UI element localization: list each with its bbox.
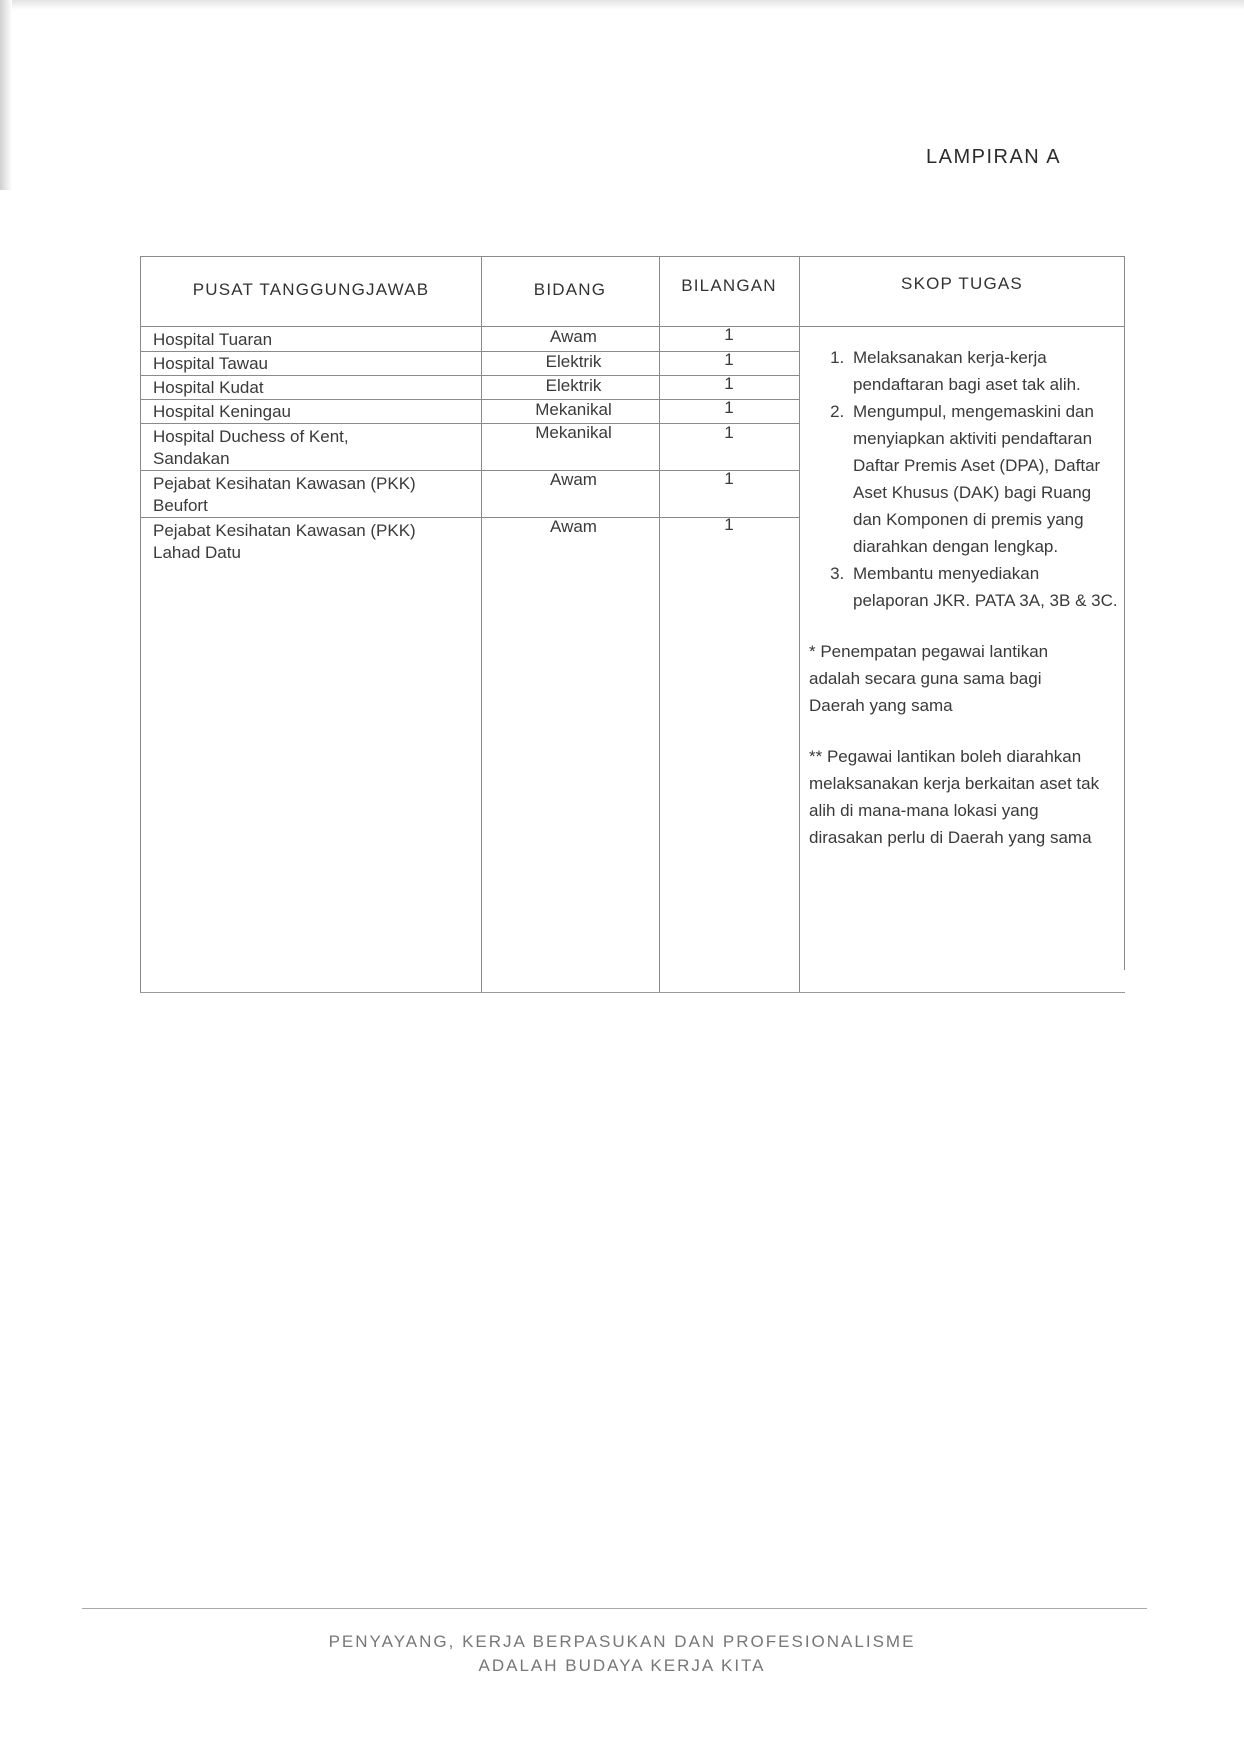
row-count: 1: [724, 515, 734, 534]
row-count: 1: [724, 469, 734, 488]
scope-note-2: ** Pegawai lantikan boleh diarahkan melaksanakan kerja berkaitan aset tak alih di mana-mana lokasi yang dirasakan perlu di Daerah yang sama: [809, 747, 1100, 847]
scan-shadow-top: [0, 0, 1244, 10]
row-count: 1: [724, 350, 734, 369]
scope-item: 1. Melaksanakan kerja-kerja pendaftaran bagi aset tak alih.: [849, 344, 1118, 398]
row-center: Pejabat Kesihatan Kawasan (PKK) Beufort: [153, 474, 416, 515]
scan-shadow-left: [0, 0, 12, 190]
row-field: Mekanikal: [535, 400, 612, 419]
row-field: Awam: [550, 470, 597, 489]
footer-motto: [0, 1630, 1244, 1678]
row-center: Hospital Tawau: [153, 354, 268, 373]
row-count: 1: [724, 374, 734, 393]
row-field: Awam: [550, 327, 597, 346]
row-count: 1: [724, 325, 734, 344]
scope-item: 3. Membantu menyediakan pelaporan JKR. PATA 3A, 3B & 3C.: [849, 560, 1118, 614]
header-count: BILANGAN: [681, 276, 777, 295]
row-count: 1: [724, 423, 734, 442]
row-field: Awam: [550, 517, 597, 536]
assignment-table: [140, 256, 1125, 993]
row-field: Elektrik: [545, 376, 602, 395]
row-count: 1: [724, 398, 734, 417]
row-center: Hospital Kudat: [153, 378, 264, 397]
row-center: Hospital Keningau: [153, 402, 291, 421]
footer-line-2: ADALAH BUDAYA KERJA KITA: [478, 1656, 766, 1675]
row-center: Hospital Duchess of Kent, Sandakan: [153, 427, 349, 468]
table-right-border: [1124, 256, 1125, 970]
scope-of-duties: [809, 344, 1118, 851]
table-top-border: [141, 256, 1125, 257]
header-center: PUSAT TANGGUNGJAWAB: [192, 280, 430, 299]
annex-title: LAMPIRAN A: [926, 146, 1062, 168]
scope-item: 2. Mengumpul, mengemaskini dan menyiapkan aktiviti pendaftaran Daftar Premis Aset (DPA), Daftar Aset Khusus (DAK) bagi Ruang dan Komponen di premis yang diarahkan dengan lengkap.: [849, 398, 1118, 560]
row-field: Elektrik: [545, 352, 602, 371]
footer-line-1: PENYAYANG, KERJA BERPASUKAN DAN PROFESIONALISME: [328, 1632, 916, 1651]
row-center: Pejabat Kesihatan Kawasan (PKK) Lahad Datu: [153, 521, 416, 562]
header-scope: SKOP TUGAS: [901, 274, 1023, 293]
column-divider: [799, 256, 800, 992]
scope-list: [813, 344, 1118, 614]
footer-divider: [82, 1608, 1147, 1609]
scope-note-1: * Penempatan pegawai lantikan adalah secara guna sama bagi Daerah yang sama: [809, 642, 1049, 715]
row-center: Hospital Tuaran: [153, 330, 273, 349]
header-field: BIDANG: [533, 280, 607, 299]
row-field: Mekanikal: [535, 423, 612, 442]
